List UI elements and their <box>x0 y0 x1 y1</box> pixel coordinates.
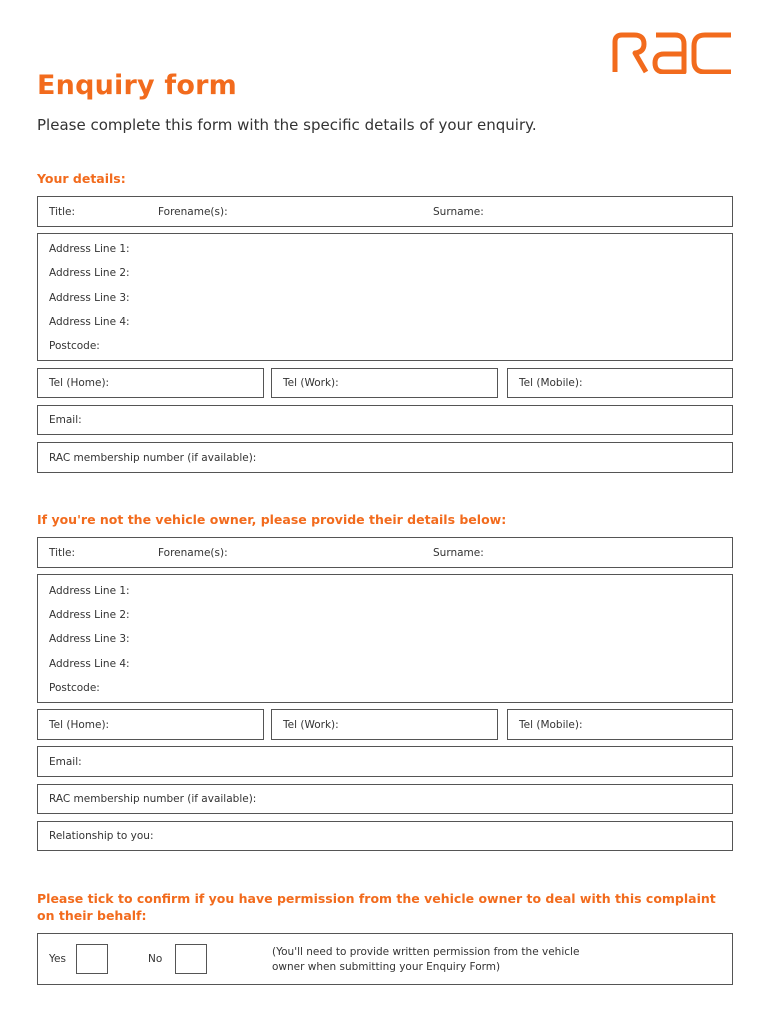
yes-label: Yes <box>49 953 66 965</box>
tel-mobile-label: Tel (Mobile): <box>519 377 583 389</box>
no-checkbox[interactable] <box>175 944 207 974</box>
no-label: No <box>148 953 163 965</box>
page-title: Enquiry form <box>37 70 237 101</box>
address-line-1-label: Address Line 1: <box>49 243 130 255</box>
owner-details-heading: If you're not the vehicle owner, please provide their details below: <box>37 512 507 527</box>
your-name-box[interactable] <box>37 196 733 227</box>
postcode-label: Postcode: <box>49 340 100 352</box>
owner-relationship-field[interactable] <box>37 821 733 851</box>
owner-tel-home-field[interactable] <box>37 709 264 740</box>
permission-note-line-2: owner when submitting your Enquiry Form) <box>272 961 501 973</box>
address-line-3-label: Address Line 3: <box>49 292 130 304</box>
membership-label: RAC membership number (if available): <box>49 793 257 805</box>
surname-label: Surname: <box>433 206 484 218</box>
your-tel-home-field[interactable] <box>37 368 264 398</box>
postcode-label: Postcode: <box>49 682 100 694</box>
tel-work-label: Tel (Work): <box>283 719 339 731</box>
title-label: Title: <box>49 547 76 559</box>
email-label: Email: <box>49 756 82 768</box>
address-line-4-label: Address Line 4: <box>49 658 130 670</box>
relationship-label: Relationship to you: <box>49 830 154 842</box>
tel-home-label: Tel (Home): <box>49 719 110 731</box>
yes-checkbox[interactable] <box>76 944 108 974</box>
address-line-3-label: Address Line 3: <box>49 633 130 645</box>
tel-home-label: Tel (Home): <box>49 377 110 389</box>
address-line-2-label: Address Line 2: <box>49 609 130 621</box>
address-line-2-label: Address Line 2: <box>49 267 130 279</box>
owner-email-field[interactable] <box>37 746 733 777</box>
your-address-box[interactable] <box>37 233 733 361</box>
owner-tel-work-field[interactable] <box>271 709 498 740</box>
your-tel-work-field[interactable] <box>271 368 498 398</box>
forename-label: Forename(s): <box>158 206 228 218</box>
owner-tel-mobile-field[interactable] <box>507 709 733 740</box>
permission-note-line-1: (You'll need to provide written permission from the vehicle <box>272 946 580 958</box>
permission-note <box>272 945 612 975</box>
page-subtitle: Please complete this form with the specific details of your enquiry. <box>37 116 537 134</box>
rac-logo <box>612 32 734 74</box>
your-membership-field[interactable] <box>37 442 733 473</box>
tel-mobile-label: Tel (Mobile): <box>519 719 583 731</box>
owner-membership-field[interactable] <box>37 784 733 814</box>
tel-work-label: Tel (Work): <box>283 377 339 389</box>
your-email-field[interactable] <box>37 405 733 435</box>
permission-heading-line-1: Please tick to confirm if you have permission from the vehicle owner to deal with this complaint <box>37 891 716 906</box>
title-label: Title: <box>49 206 76 218</box>
forename-label: Forename(s): <box>158 547 228 559</box>
permission-heading-line-2: on their behalf: <box>37 908 147 923</box>
membership-label: RAC membership number (if available): <box>49 452 257 464</box>
your-tel-mobile-field[interactable] <box>507 368 733 398</box>
your-details-heading: Your details: <box>37 171 126 186</box>
address-line-1-label: Address Line 1: <box>49 585 130 597</box>
address-line-4-label: Address Line 4: <box>49 316 130 328</box>
owner-name-box[interactable] <box>37 537 733 568</box>
email-label: Email: <box>49 414 82 426</box>
surname-label: Surname: <box>433 547 484 559</box>
owner-address-box[interactable] <box>37 574 733 703</box>
